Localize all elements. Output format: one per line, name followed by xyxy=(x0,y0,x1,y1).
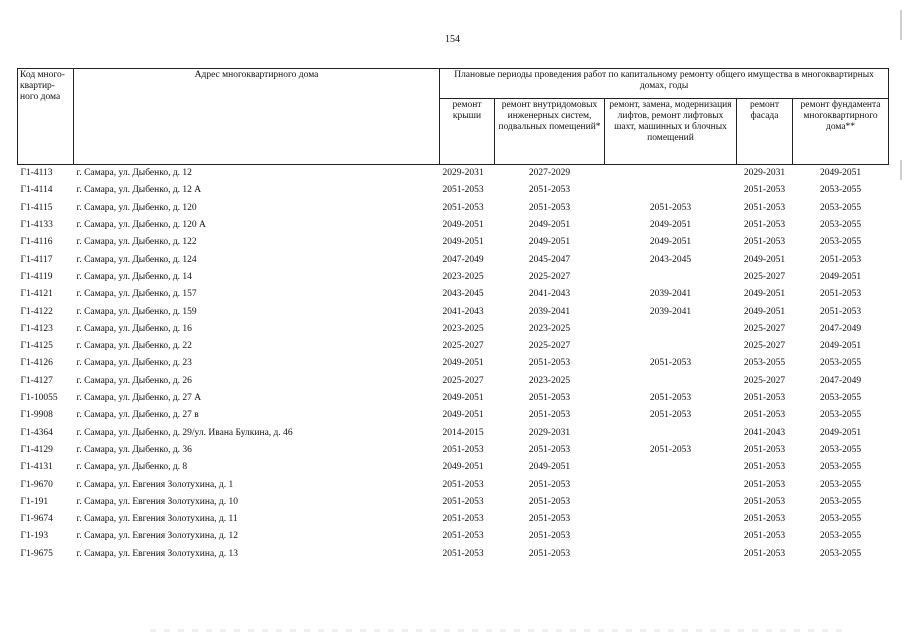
cell-foundation: 2053-2055 xyxy=(819,462,862,473)
cell-code: Г1-4131 xyxy=(20,462,53,473)
table-header xyxy=(18,69,889,165)
cell-foundation: 2053-2055 xyxy=(819,237,862,248)
cell-address: г. Самара, ул. Дыбенко, д. 8 xyxy=(76,462,188,473)
cell-engineering: 2051-2053 xyxy=(528,202,571,213)
cell-address: г. Самара, ул. Дыбенко, д. 27 в xyxy=(76,410,199,421)
cell-roof: 2041-2043 xyxy=(442,306,484,317)
cell-address: г. Самара, ул. Евгения Золотухина, д. 12 xyxy=(76,531,239,542)
cell-roof: 2049-2051 xyxy=(442,237,484,248)
cell-lifts xyxy=(605,373,737,390)
table-row xyxy=(18,442,889,459)
cell-facade: 2051-2053 xyxy=(743,531,786,542)
table-row xyxy=(18,251,889,268)
header-roof: ремонт крыши xyxy=(440,99,495,165)
cell-code: Г1-4364 xyxy=(20,427,53,438)
cell-roof: 2051-2053 xyxy=(442,531,484,542)
cell-foundation: 2053-2055 xyxy=(819,444,862,455)
cell-foundation: 2051-2053 xyxy=(819,289,862,300)
header-periods: Плановые периоды проведения работ по капитальному ремонту общего имущества в многоквартирных домах, годы xyxy=(440,69,889,99)
cell-facade: 2051-2053 xyxy=(743,444,786,455)
cell-facade: 2029-2031 xyxy=(743,168,786,179)
cell-lifts xyxy=(605,476,737,493)
cell-foundation: 2053-2055 xyxy=(819,185,862,196)
cell-code: Г1-4126 xyxy=(20,358,53,369)
cell-engineering: 2025-2027 xyxy=(528,271,571,282)
cell-facade: 2051-2053 xyxy=(743,393,786,404)
cell-engineering: 2049-2051 xyxy=(528,237,571,248)
cell-foundation: 2053-2055 xyxy=(819,548,862,559)
cell-facade: 2025-2027 xyxy=(743,375,786,386)
cell-lifts xyxy=(605,511,737,528)
cell-lifts xyxy=(605,528,737,545)
cell-facade: 2049-2051 xyxy=(743,289,786,300)
header-facade: ремонт фасада xyxy=(737,99,793,165)
cell-engineering: 2045-2047 xyxy=(528,254,571,265)
cell-engineering: 2051-2053 xyxy=(528,479,571,490)
header-code: Код много-квартир-ного дома xyxy=(18,69,74,165)
cell-lifts xyxy=(605,269,737,286)
cell-engineering: 2051-2053 xyxy=(528,514,571,525)
cell-code: Г1-10055 xyxy=(20,393,58,404)
cell-code: Г1-4114 xyxy=(20,185,53,196)
table-row xyxy=(18,355,889,372)
cell-address: г. Самара, ул. Дыбенко, д. 16 xyxy=(76,323,192,334)
table-row xyxy=(18,407,889,424)
cell-address: г. Самара, ул. Дыбенко, д. 36 xyxy=(76,444,192,455)
cell-code: Г1-9908 xyxy=(20,410,53,421)
cell-foundation: 2051-2053 xyxy=(819,306,862,317)
scan-noise xyxy=(150,629,850,632)
cell-code: Г1-4115 xyxy=(20,202,53,213)
cell-code: Г1-9675 xyxy=(20,548,53,559)
cell-foundation: 2053-2055 xyxy=(819,358,862,369)
header-lifts: ремонт, замена, модернизация лифтов, ремонт лифтовых шахт, машинных и блочных помещений xyxy=(605,99,737,165)
cell-lifts: 2039-2041 xyxy=(649,306,692,317)
table-row xyxy=(18,390,889,407)
cell-foundation: 2051-2053 xyxy=(819,254,862,265)
cell-code: Г1-4123 xyxy=(20,323,53,334)
cell-facade: 2051-2053 xyxy=(743,410,786,421)
cell-address: г. Самара, ул. Евгения Золотухина, д. 1 xyxy=(76,479,234,490)
cell-roof: 2049-2051 xyxy=(442,462,484,473)
cell-engineering: 2049-2051 xyxy=(528,462,571,473)
cell-facade: 2025-2027 xyxy=(743,271,786,282)
cell-lifts xyxy=(605,182,737,199)
cell-lifts xyxy=(605,494,737,511)
cell-facade: 2025-2027 xyxy=(743,323,786,334)
cell-roof: 2047-2049 xyxy=(442,254,484,265)
cell-roof: 2051-2053 xyxy=(442,444,484,455)
table-row xyxy=(18,546,889,563)
cell-code: Г1-9670 xyxy=(20,479,53,490)
cell-lifts: 2051-2053 xyxy=(649,393,692,404)
cell-engineering: 2029-2031 xyxy=(528,427,571,438)
table-row xyxy=(18,459,889,476)
cell-lifts: 2051-2053 xyxy=(649,444,692,455)
cell-address: г. Самара, ул. Дыбенко, д. 120 А xyxy=(76,220,206,231)
table-row xyxy=(18,286,889,303)
cell-lifts xyxy=(605,459,737,476)
cell-address: г. Самара, ул. Дыбенко, д. 12 А xyxy=(76,185,202,196)
cell-foundation: 2053-2055 xyxy=(819,410,862,421)
cell-lifts xyxy=(605,165,737,183)
cell-engineering: 2027-2029 xyxy=(528,168,571,179)
cell-foundation: 2053-2055 xyxy=(819,202,862,213)
page-number: 154 xyxy=(445,34,460,45)
cell-address: г. Самара, ул. Дыбенко, д. 14 xyxy=(76,271,192,282)
cell-lifts xyxy=(605,424,737,441)
cell-address: г. Самара, ул. Дыбенко, д. 120 xyxy=(76,202,197,213)
cell-address: г. Самара, ул. Дыбенко, д. 157 xyxy=(76,289,197,300)
table-row xyxy=(18,217,889,234)
cell-roof: 2029-2031 xyxy=(442,168,484,179)
cell-roof: 2051-2053 xyxy=(442,202,484,213)
cell-address: г. Самара, ул. Дыбенко, д. 27 А xyxy=(76,393,202,404)
cell-address: г. Самара, ул. Дыбенко, д. 122 xyxy=(76,237,197,248)
table-row xyxy=(18,269,889,286)
cell-engineering: 2051-2053 xyxy=(528,410,571,421)
cell-engineering: 2039-2041 xyxy=(528,306,571,317)
cell-address: г. Самара, ул. Дыбенко, д. 23 xyxy=(76,358,192,369)
cell-engineering: 2051-2053 xyxy=(528,496,571,507)
cell-roof: 2049-2051 xyxy=(442,358,484,369)
cell-foundation: 2047-2049 xyxy=(819,375,862,386)
cell-address: г. Самара, ул. Дыбенко, д. 29/ул. Ивана Булкина, д. 46 xyxy=(76,427,293,438)
cell-foundation: 2049-2051 xyxy=(819,427,862,438)
cell-foundation: 2053-2055 xyxy=(819,479,862,490)
cell-code: Г1-4113 xyxy=(20,168,53,179)
cell-code: Г1-4127 xyxy=(20,375,53,386)
cell-facade: 2051-2053 xyxy=(743,496,786,507)
header-address: Адрес многоквартирного дома xyxy=(74,69,440,165)
cell-foundation: 2049-2051 xyxy=(819,271,862,282)
table-row xyxy=(18,373,889,390)
cell-address: г. Самара, ул. Евгения Золотухина, д. 11 xyxy=(76,514,238,525)
cell-lifts: 2051-2053 xyxy=(649,358,692,369)
table-row xyxy=(18,476,889,493)
cell-facade: 2051-2053 xyxy=(743,202,786,213)
table-row xyxy=(18,528,889,545)
cell-facade: 2051-2053 xyxy=(743,514,786,525)
cell-code: Г1-193 xyxy=(20,531,49,542)
table-row xyxy=(18,200,889,217)
cell-engineering: 2051-2053 xyxy=(528,358,571,369)
cell-foundation: 2053-2055 xyxy=(819,220,862,231)
cell-roof: 2051-2053 xyxy=(442,185,484,196)
cell-engineering: 2025-2027 xyxy=(528,341,571,352)
cell-facade: 2049-2051 xyxy=(743,306,786,317)
cell-engineering: 2051-2053 xyxy=(528,444,571,455)
cell-engineering: 2051-2053 xyxy=(528,185,571,196)
cell-code: Г1-4125 xyxy=(20,341,53,352)
table-row xyxy=(18,424,889,441)
cell-code: Г1-4116 xyxy=(20,237,53,248)
cell-roof: 2014-2015 xyxy=(442,427,484,438)
cell-code: Г1-9674 xyxy=(20,514,53,525)
cell-roof: 2051-2053 xyxy=(442,548,484,559)
cell-address: г. Самара, ул. Дыбенко, д. 22 xyxy=(76,341,192,352)
cell-roof: 2051-2053 xyxy=(442,496,484,507)
cell-facade: 2051-2053 xyxy=(743,548,786,559)
cell-roof: 2051-2053 xyxy=(442,514,484,525)
cell-address: г. Самара, ул. Евгения Золотухина, д. 10 xyxy=(76,496,239,507)
cell-foundation: 2053-2055 xyxy=(819,514,862,525)
cell-facade: 2041-2043 xyxy=(743,427,786,438)
cell-address: г. Самара, ул. Евгения Золотухина, д. 13 xyxy=(76,548,239,559)
table-row xyxy=(18,321,889,338)
cell-engineering: 2023-2025 xyxy=(528,375,571,386)
cell-lifts xyxy=(605,321,737,338)
cell-facade: 2049-2051 xyxy=(743,254,786,265)
table-row xyxy=(18,182,889,199)
cell-address: г. Самара, ул. Дыбенко, д. 159 xyxy=(76,306,197,317)
header-engineering: ремонт внутридомовых инженерных систем, подвальных помещений* xyxy=(495,99,605,165)
cell-facade: 2025-2027 xyxy=(743,341,786,352)
cell-facade: 2051-2053 xyxy=(743,462,786,473)
table-row xyxy=(18,338,889,355)
header-foundation: ремонт фундамента многоквартирного дома** xyxy=(793,99,889,165)
cell-facade: 2051-2053 xyxy=(743,237,786,248)
cell-lifts: 2043-2045 xyxy=(649,254,692,265)
cell-roof: 2023-2025 xyxy=(442,323,484,334)
cell-roof: 2051-2053 xyxy=(442,479,484,490)
cell-facade: 2053-2055 xyxy=(743,358,786,369)
cell-engineering: 2041-2043 xyxy=(528,289,571,300)
cell-roof: 2025-2027 xyxy=(442,375,484,386)
cell-foundation: 2053-2055 xyxy=(819,531,862,542)
cell-code: Г1-4129 xyxy=(20,444,53,455)
cell-code: Г1-191 xyxy=(20,496,49,507)
cell-facade: 2051-2053 xyxy=(743,479,786,490)
cell-roof: 2049-2051 xyxy=(442,220,484,231)
cell-foundation: 2053-2055 xyxy=(819,393,862,404)
cell-roof: 2043-2045 xyxy=(442,289,484,300)
cell-address: г. Самара, ул. Дыбенко, д. 26 xyxy=(76,375,192,386)
cell-roof: 2023-2025 xyxy=(442,271,484,282)
cell-facade: 2051-2053 xyxy=(743,220,786,231)
scan-edge-mark xyxy=(900,10,902,40)
cell-foundation: 2049-2051 xyxy=(819,341,862,352)
table-row xyxy=(18,303,889,320)
cell-engineering: 2051-2053 xyxy=(528,393,571,404)
cell-roof: 2049-2051 xyxy=(442,410,484,421)
table-row xyxy=(18,234,889,251)
repair-plan-table xyxy=(17,68,889,563)
cell-address: г. Самара, ул. Дыбенко, д. 12 xyxy=(76,168,192,179)
cell-roof: 2049-2051 xyxy=(442,393,484,404)
cell-foundation: 2049-2051 xyxy=(819,168,862,179)
cell-facade: 2051-2053 xyxy=(743,185,786,196)
cell-lifts xyxy=(605,338,737,355)
cell-engineering: 2051-2053 xyxy=(528,531,571,542)
cell-lifts: 2049-2051 xyxy=(649,220,692,231)
table-row xyxy=(18,511,889,528)
cell-foundation: 2047-2049 xyxy=(819,323,862,334)
cell-roof: 2025-2027 xyxy=(442,341,484,352)
table-body xyxy=(18,165,889,563)
cell-engineering: 2023-2025 xyxy=(528,323,571,334)
cell-code: Г1-4133 xyxy=(20,220,53,231)
cell-address: г. Самара, ул. Дыбенко, д. 124 xyxy=(76,254,197,265)
cell-lifts: 2049-2051 xyxy=(649,237,692,248)
cell-code: Г1-4117 xyxy=(20,254,53,265)
cell-code: Г1-4121 xyxy=(20,289,53,300)
cell-lifts: 2039-2041 xyxy=(649,289,692,300)
cell-lifts xyxy=(605,546,737,563)
table-row xyxy=(18,165,889,183)
cell-code: Г1-4119 xyxy=(20,271,53,282)
cell-lifts: 2051-2053 xyxy=(649,410,692,421)
cell-engineering: 2049-2051 xyxy=(528,220,571,231)
cell-engineering: 2051-2053 xyxy=(528,548,571,559)
cell-lifts: 2051-2053 xyxy=(649,202,692,213)
table-row xyxy=(18,494,889,511)
cell-foundation: 2053-2055 xyxy=(819,496,862,507)
cell-code: Г1-4122 xyxy=(20,306,53,317)
scan-edge-mark xyxy=(900,160,902,180)
